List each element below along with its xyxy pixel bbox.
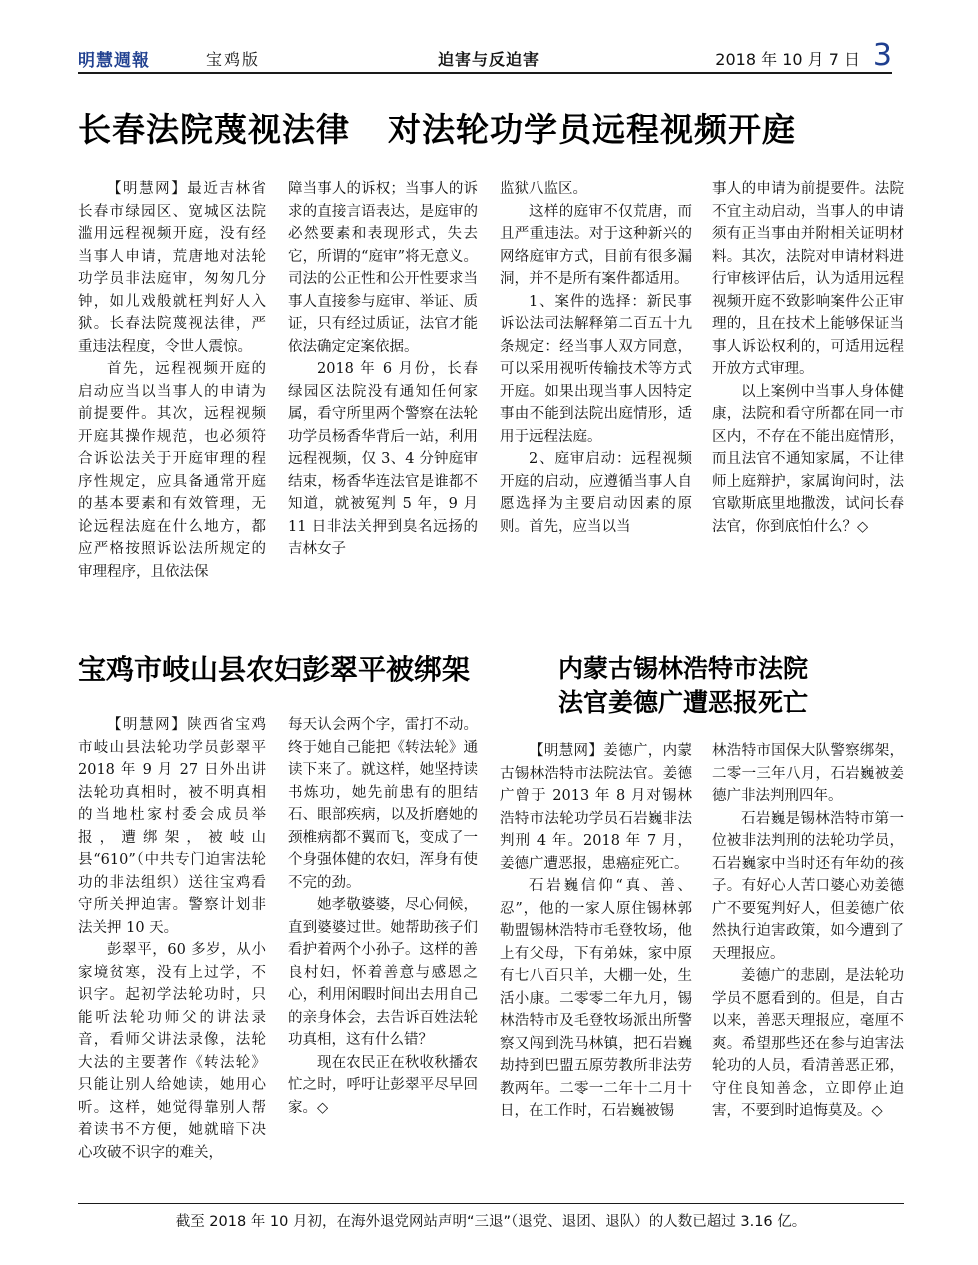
- article-3-paragraph: 姜德广的悲剧，是法轮功学员不愿看到的。但是，自古以来，善恶天理报应，毫厘不爽。希望那些还在参与迫害法轮功的人员，看清善恶正邪，守住良知善念，立即停止迫害，不要到时追悔莫及。◇: [712, 968, 904, 1119]
- article-1-headline: [78, 104, 796, 151]
- article-1-headline-part-b: 对法轮功学员远程视频开庭: [388, 110, 796, 149]
- masthead-logo: 明慧週報: [78, 51, 150, 71]
- article-1-paragraph: 2018 年 6 月份，长春绿园区法院没有通知任何家属，看守所里两个警察在法轮功学员杨香华背后一站，利用远程视频，仅 3、4 分钟庭审结束，杨香华连法官是谁都不知道，就被冤判 5 年，9 月 11 日非法关押到臭名远扬的吉林女子: [288, 361, 478, 557]
- article-1-paragraph: 1、案件的选择：新民事诉讼法司法解释第二百五十九条规定：经当事人双方同意，可以采用视听传输技术等方式开庭。如果出现当事人因特定事由不能到法院出庭情形，适用于远程法庭。: [500, 293, 692, 445]
- article-1-paragraph: 【明慧网】最近吉林省长春市绿园区、宽城区法院滥用远程视频开庭，没有经当事人申请，荒唐地对法轮功学员非法庭审，匆匆几分钟，如儿戏般就枉判好人入狱。长春法院蔑视法律，严重违法程度，令世人震惊。: [78, 181, 266, 355]
- article-2-paragraph: 每天认会两个字，雷打不动。终于她自己能把《转法轮》通读下来了。就这样，她坚持读书炼功，她先前患有的胆结石、眼部疾病，以及折磨她的颈椎病都不翼而飞，变成了一个身强体健的农妇，浑身有使不完的劲。: [288, 717, 478, 891]
- page-number: 3: [872, 38, 892, 73]
- article-1-paragraph: 以上案例中当事人身体健康，法院和看守所都在同一市区内，不存在不能出庭情形，而且法官不通知家属，不让律师上庭辩护，家属询问时，法官歇斯底里地撒泼，试问长春法官，你到底怕什么？◇: [712, 383, 904, 535]
- article-3-paragraph: 【明慧网】姜德广，内蒙古锡林浩特市法院法官。姜德广曾于 2013 年 8 月对锡林浩特市法轮功学员石岩巍非法判刑 4 年。2018 年 7 月，姜德广遭恶报，患癌症死亡。: [500, 743, 692, 872]
- issue-date: 2018 年 10 月 7 日: [715, 50, 860, 69]
- article-3-headline: [558, 652, 808, 720]
- article-2-column-1: [78, 714, 266, 1164]
- article-2-paragraph: 彭翠平，60 多岁，从小家境贫寒，没有上过学，不识字。起初学法轮功时，只能听法轮功师父的讲法录音，看师父讲法录像，法轮大法的主要著作《转法轮》只能让别人给她读，她用心听。这样，她觉得靠别人帮着读书不方便，她就暗下决心攻破不识字的难关，: [78, 942, 266, 1161]
- article-3-paragraph: 林浩特市国保大队警察绑架，二零一三年八月，石岩巍被姜德广非法判刑四年。: [712, 743, 904, 804]
- page-header: [78, 38, 892, 73]
- article-3-column-1: [500, 740, 692, 1123]
- footer-notice: 截至 2018 年 10 月初，在海外退党网站声明“三退”（退党、退团、退队）的人数已超过 3.16 亿。: [175, 1214, 807, 1230]
- article-1-paragraph: 监狱八监区。: [500, 181, 587, 197]
- article-1-paragraph: 障当事人的诉权；当事人的诉求的直接言语表达，是庭审的必然要素和表现形式，失去它，所谓的“庭审”将无意义。司法的公正性和公开性要求当事人直接参与庭审、举证、质证，只有经过质证，法官才能依法确定定案依据。: [288, 181, 478, 355]
- article-1-column-4: [712, 178, 904, 538]
- section-title: 迫害与反迫害: [438, 50, 541, 69]
- footer-divider: [78, 1203, 904, 1204]
- article-2-paragraph: 【明慧网】陕西省宝鸡市岐山县法轮功学员彭翠平 2018 年 9 月 27 日外出讲法轮功真相时，被不明真相的当地杜家村委会成员举报，遭绑架，被岐山县“610”（中共专门迫害法轮功的非法组织）送往宝鸡看守所关押迫害。警察计划非法关押 10 天。: [78, 717, 266, 936]
- article-3-column-2: [712, 740, 904, 1123]
- article-1-paragraph: 2、庭审启动：远程视频开庭的启动，应遵循当事人自愿选择为主要启动因素的原则。首先，应当以当: [500, 451, 692, 535]
- article-1-column-2: [288, 178, 478, 561]
- article-3-headline-line-2: 法官姜德广遭恶报死亡: [558, 688, 809, 717]
- header-divider: [78, 72, 892, 74]
- article-3-paragraph: 石岩巍信仰“真、善、忍”，他的一家人原住锡林郭勒盟锡林浩特市毛登牧场，他上有父母，下有弟妹，家中原有七八百只羊，大棚一处，生活小康。二零零二年九月，锡林浩特市及毛登牧场派出所警察又闯到洗马林镇，把石岩巍劫持到巴盟五原劳教所非法劳教两年。二零一二年十二月十日，在工作时，石岩巍被锡: [500, 878, 692, 1119]
- article-3-paragraph: 石岩巍是锡林浩特市第一位被非法判刑的法轮功学员，石岩巍家中当时还有年幼的孩子。有好心人苦口婆心劝姜德广不要冤判好人，但姜德广依然执行迫害政策，如今遭到了天理报应。: [712, 810, 904, 962]
- article-2-column-2: [288, 714, 478, 1119]
- article-1-paragraph: 事人的申请为前提要件。法院不宜主动启动，当事人的申请须有正当事由并附相关证明材料。其次，法院对申请材料进行审核评估后，认为适用远程视频开庭不致影响案件公正审理的，且在技术上能够保证当事人诉讼权利的，可适用远程开放方式审理。: [712, 181, 904, 377]
- article-1-column-3: [500, 178, 692, 538]
- edition-label: 宝鸡版: [206, 50, 261, 69]
- article-2-headline: 宝鸡市岐山县农妇彭翠平被绑架: [78, 653, 471, 686]
- article-2-paragraph: 她孝敬婆婆，尽心伺候，直到婆婆过世。她帮助孩子们看护着两个小孙子。这样的善良村妇，怀着善意与感恩之心，利用闲暇时间出去用自己的亲身体会，去告诉百姓法轮功真相，这有什么错？: [288, 897, 478, 1048]
- article-1-paragraph: 首先，远程视频开庭的启动应当以当事人的申请为前提要件。其次，远程视频开庭其操作规范，也必须符合诉讼法关于开庭审理的程序性规定，应具备通常开庭的基本要素和有效管理，无论远程法庭在什么地方，都应严格按照诉讼法所规定的审理程序，且依法保: [78, 361, 266, 580]
- article-1-paragraph: 这样的庭审不仅荒唐，而且严重违法。对于这种新兴的网络庭审方式，目前有很多漏洞，并不是所有案件都适用。: [500, 203, 692, 287]
- article-3-headline-line-1: 内蒙古锡林浩特市法院: [558, 654, 809, 683]
- article-1-headline-part-a: 长春法院蔑视法律: [78, 110, 350, 149]
- article-2-paragraph: 现在农民正在秋收秋播农忙之时，呼吁让彭翠平尽早回家。◇: [288, 1054, 478, 1116]
- article-1-column-1: [78, 178, 266, 583]
